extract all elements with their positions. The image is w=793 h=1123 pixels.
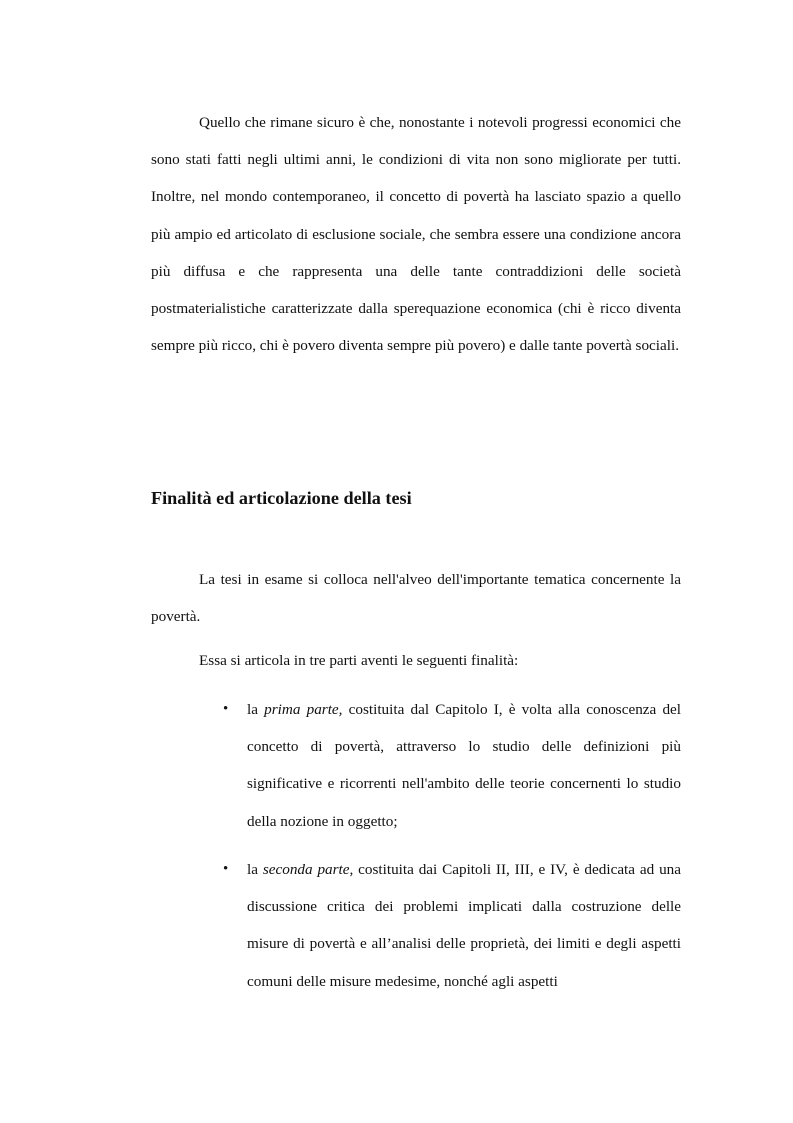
bullet-text: costituita dal Capitolo I, è volta alla conoscenza del concetto di povertà, attraverso lo studio delle definizioni più significative e ricorrenti nell'ambito delle teorie concernenti lo studio della nozione in oggetto; — [247, 701, 681, 830]
bullet-lead: la — [247, 861, 263, 878]
bullet-lead: la — [247, 701, 265, 718]
section-heading: Finalità ed articolazione della tesi — [151, 488, 412, 508]
intro-paragraph: Quello che rimane sicuro è che, nonostante i notevoli progressi economici che sono stati fatti negli ultimi anni, le condizioni di vita non sono migliorate per tutti. Inoltre, nel mondo contemporaneo, il concetto di povertà ha lasciato spazio a quello più ampio ed articolato di esclusione sociale, che sembra essere una condizione ancora più diffusa e che rappresenta una delle tante contraddizioni delle società postmaterialistiche caratterizzate dalla sperequazione economica (chi è ricco diventa sempre più ricco, chi è povero diventa sempre più povero) e dalle tante povertà sociali. — [151, 114, 681, 355]
bullet-icon: • — [223, 861, 229, 877]
bullet-text: costituita dai Capitoli II, III, e IV, è dedicata ad una discussione critica dei problemi implicati dalla costruzione delle misure di povertà e all’analisi delle proprietà, dei limiti e degli aspetti comuni delle misure medesime, nonché agli aspetti — [247, 861, 682, 990]
bullet-item-seconda-parte — [223, 851, 682, 1000]
section-paragraph-2: Essa si articola in tre parti aventi le seguenti finalità: — [199, 652, 519, 669]
bullet-italic-term: seconda parte, — [262, 861, 354, 878]
section-paragraph-1: La tesi in esame si colloca nell'alveo dell'importante tematica concernente la povertà. — [151, 571, 681, 626]
bullet-italic-term: prima parte, — [264, 701, 343, 718]
bullet-item-prima-parte — [223, 691, 681, 840]
bullet-icon: • — [223, 701, 229, 717]
